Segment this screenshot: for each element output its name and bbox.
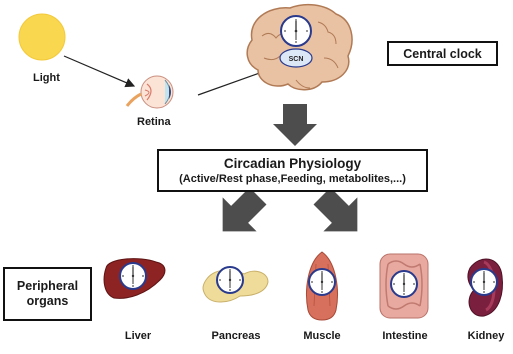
eye-icon	[127, 76, 173, 108]
clock-icon-kidney	[471, 269, 497, 295]
central-clock-box	[387, 41, 498, 66]
organ-label-pancreas: Pancreas	[211, 330, 261, 342]
peripheral-organs-box	[3, 267, 92, 321]
central-clock-icon	[281, 16, 311, 46]
circadian-physiology-title: Circadian Physiology	[223, 155, 362, 171]
organ-label-liver: Liver	[124, 330, 152, 342]
circadian-physiology-subtitle: (Active/Rest phase,Feeding, metabolites,...)	[179, 172, 406, 185]
circadian-physiology-box	[157, 149, 428, 192]
light-to-retina-arrow	[64, 56, 134, 86]
sun-icon	[19, 14, 65, 60]
clock-icon-muscle	[309, 269, 335, 295]
scn-oval	[280, 49, 312, 67]
peripheral-organs-label-line2: organs	[26, 294, 69, 308]
brain-to-physiology-arrow	[273, 104, 317, 146]
organ-label-muscle: Muscle	[303, 330, 341, 342]
clock-icon-pancreas	[217, 267, 243, 293]
light-label: Light	[33, 72, 60, 84]
organ-label-intestine: Intestine	[382, 330, 428, 342]
organ-label-kidney: Kidney	[467, 330, 505, 342]
retina-label: Retina	[137, 116, 171, 128]
clock-icon-liver	[120, 263, 146, 289]
peripheral-organs-label-line1: Peripheral	[16, 279, 79, 293]
clock-icon-intestine	[391, 271, 417, 297]
scn-label: SCN	[288, 56, 304, 63]
retina-to-scn-arrow	[198, 70, 268, 95]
central-clock-label: Central clock	[403, 46, 482, 61]
